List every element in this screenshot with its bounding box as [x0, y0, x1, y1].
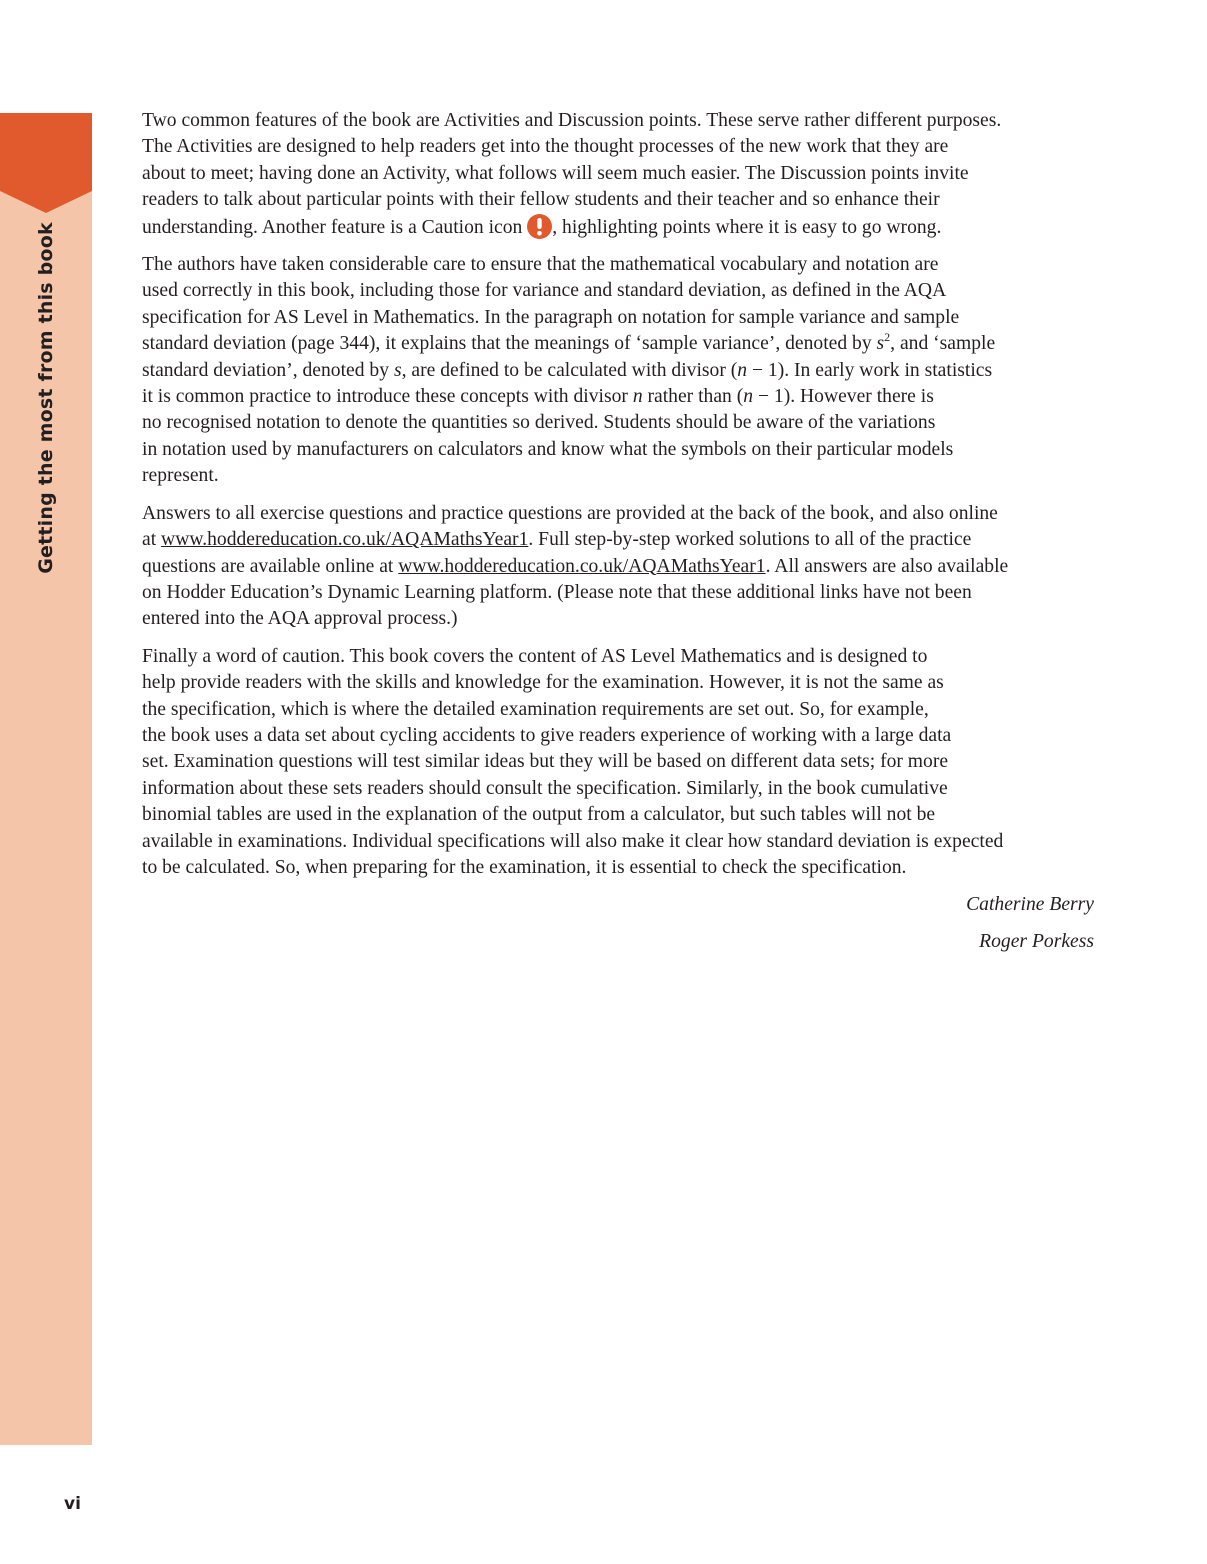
text-line: set. Examination questions will test similar ideas but they will be based on different data sets; for more [142, 751, 949, 773]
text-line [142, 358, 1094, 384]
math-variable: s [876, 333, 885, 355]
text-line: available in examinations. Individual specifications will also make it clear how standard deviation is expected [142, 830, 1004, 852]
text-line [142, 527, 1094, 553]
math-variable: n [632, 386, 643, 408]
text-line: to be calculated. So, when preparing for the examination, it is essential to check the specification. [142, 856, 907, 878]
text-line [142, 384, 1094, 410]
page-number: vi [64, 1494, 81, 1514]
sidebar-tab-shape [0, 113, 92, 213]
text-segment: , are defined to be calculated with divisor ( [401, 359, 738, 381]
text-line: help provide readers with the skills and knowledge for the examination. However, it is not the same as [142, 672, 944, 694]
text-line: entered into the AQA approval process.) [142, 608, 458, 630]
math-variable: n [737, 359, 748, 381]
math-variable: s [393, 359, 402, 381]
text-line: The Activities are designed to help readers get into the thought processes of the new work that they are [142, 136, 949, 158]
superscript: 2 [884, 329, 891, 344]
text-line [142, 554, 1094, 580]
paragraph-features [142, 108, 1094, 241]
paragraph-caution [142, 644, 1094, 882]
paragraph-notation [142, 252, 1094, 490]
text-segment: − 1). However there is [753, 386, 934, 408]
text-segment: , and ‘sample [890, 333, 996, 355]
text-line [142, 331, 1094, 357]
text-line: used correctly in this book, including those for variance and standard deviation, as defined in the AQA [142, 280, 947, 302]
text-line: no recognised notation to denote the quantities so derived. Students should be aware of the variations [142, 412, 936, 434]
text-line: binomial tables are used in the explanation of the output from a calculator, but such tables will not be [142, 804, 936, 826]
text-segment: rather than ( [642, 386, 744, 408]
text-segment: , highlighting points where it is easy to go wrong. [552, 216, 942, 238]
text-segment: − 1). In early work in statistics [747, 359, 993, 381]
sidebar-title: Getting the most from this book [35, 222, 57, 574]
text-line: readers to talk about particular points with their fellow students and their teacher and so enhance their [142, 189, 940, 211]
text-line: Answers to all exercise questions and practice questions are provided at the back of the book, and also online [142, 502, 998, 524]
author-name: Catherine Berry [966, 894, 1094, 916]
text-segment: standard deviation’, denoted by [142, 359, 394, 381]
text-line: the book uses a data set about cycling accidents to give readers experience of working with a large data [142, 724, 952, 746]
main-content [142, 108, 1094, 966]
sidebar-tab [0, 113, 92, 213]
text-line: about to meet; having done an Activity, what follows will seem much easier. The Discussion points invite [142, 162, 969, 184]
text-line: specification for AS Level in Mathematics. In the paragraph on notation for sample variance and sample [142, 306, 960, 328]
text-line: Two common features of the book are Activities and Discussion points. These serve rather different purposes. [142, 110, 1002, 131]
text-segment: . Full step-by-step worked solutions to all of the practice [528, 529, 972, 551]
solutions-link[interactable]: www.hoddereducation.co.uk/AQAMathsYear1 [398, 555, 766, 577]
text-line: The authors have taken considerable care to ensure that the mathematical vocabulary and notation are [142, 254, 939, 276]
author-signatures [142, 892, 1094, 955]
caution-icon [527, 214, 552, 239]
text-line: represent. [142, 465, 219, 487]
text-line: information about these sets readers should consult the specification. Similarly, in the book cumulative [142, 777, 948, 799]
text-segment: . All answers are also available [765, 555, 1009, 577]
text-line: Finally a word of caution. This book covers the content of AS Level Mathematics and is designed to [142, 645, 928, 667]
text-segment: standard deviation (page 344), it explains that the meanings of ‘sample variance’, denoted by [142, 333, 877, 355]
paragraph-answers [142, 501, 1094, 633]
text-segment: at [142, 529, 162, 551]
text-segment: it is common practice to introduce these concepts with divisor [142, 386, 633, 408]
math-variable: n [743, 386, 754, 408]
text-line: on Hodder Education’s Dynamic Learning platform. (Please note that these additional links have not been [142, 581, 972, 603]
text-line [142, 214, 1094, 241]
author-name: Roger Porkess [979, 931, 1094, 953]
text-line: in notation used by manufacturers on calculators and know what the symbols on their particular models [142, 438, 954, 460]
text-segment: understanding. Another feature is a Caution icon [142, 216, 528, 238]
text-segment: questions are available online at [142, 555, 399, 577]
text-line: the specification, which is where the detailed examination requirements are set out. So, for example, [142, 698, 929, 720]
answers-link[interactable]: www.hoddereducation.co.uk/AQAMathsYear1 [161, 529, 529, 551]
